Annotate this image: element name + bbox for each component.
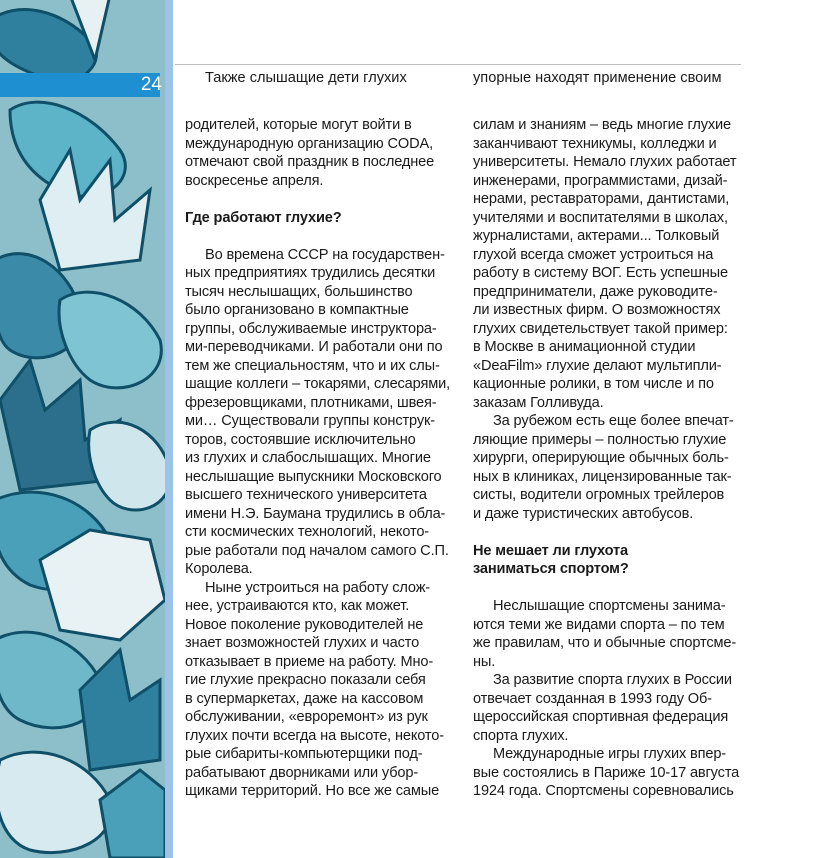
text-line: 1924 года. Спортсмены соревновались xyxy=(473,783,734,799)
paragraph xyxy=(473,671,739,745)
decorative-vertical-bar xyxy=(165,0,173,858)
text-line: фрезеровщиками, плотниками, швея- xyxy=(185,394,437,411)
text-line: отказывает в приеме на работу. Мно- xyxy=(185,653,434,670)
paragraph xyxy=(185,116,450,190)
text-line: За рубежом есть еще более впечат- xyxy=(493,413,734,429)
text-line: нерами, реставраторами, дантистами, xyxy=(473,191,730,207)
text-line: щероссийская спортивная федерация xyxy=(473,709,729,725)
text-line: учителями и воспитателями в школах, xyxy=(473,209,728,226)
text-line: группы, обслуживаемые инструктора- xyxy=(185,320,437,337)
text-line: в Москве в анимационной студии xyxy=(473,339,696,355)
text-line: нее, устраиваются кто, как может. xyxy=(185,598,410,614)
text-line: силам и знаниям – ведь многие глухие xyxy=(473,117,732,133)
text-line: За развитие спорта глухих в России xyxy=(493,672,732,688)
text-line: «DeaFilm» глухие делают мультипли- xyxy=(473,357,722,374)
text-line: в супермаркетах, даже на кассовом xyxy=(185,690,424,707)
text-line: вые состоялись в Париже 10-17 августа xyxy=(473,764,740,781)
text-line: же правилам, что и обычные спортсме- xyxy=(473,635,737,651)
right-column xyxy=(473,116,739,801)
text-line: высшего технического университета xyxy=(185,487,427,503)
text-line: хирурги, оперирующие обычных боль- xyxy=(473,450,729,466)
text-line: Неслышащие спортсмены занима- xyxy=(493,598,726,614)
text-line: заканчивают техникумы, колледжи и xyxy=(473,135,717,152)
text-line: отвечает созданная в 1993 году Об- xyxy=(473,690,712,707)
text-line: кационные ролики, в том числе и по xyxy=(473,376,714,392)
text-line: инженерами, программистами, дизай- xyxy=(473,172,728,189)
text-line: Во времена СССР на государствен- xyxy=(205,246,445,263)
text-line: Новое поколение руководителей не xyxy=(185,616,424,633)
paragraph xyxy=(185,579,450,801)
text-line: международную организацию CODA, xyxy=(185,135,433,152)
text-line: Международные игры глухих впер- xyxy=(493,746,727,762)
text-line: воскресенье апреля. xyxy=(185,172,324,189)
text-line: ных в клиниках, лицензированные так- xyxy=(473,468,732,485)
text-line: ми… Существовали группы конструк- xyxy=(185,413,435,429)
text-line: предприниматели, даже руководите- xyxy=(473,283,718,300)
text-line: заказам Голливуда. xyxy=(473,394,604,411)
section-heading: Где работают глухие? xyxy=(185,209,342,226)
text-line: ляющие примеры – полностью глухие xyxy=(473,431,727,448)
text-line: имени Н.Э. Баумана трудились в обла- xyxy=(185,505,446,522)
text-line: глухой всегда сможет устроиться на xyxy=(473,246,714,263)
paragraph xyxy=(185,246,450,579)
text-line: гие глухие прекрасно показали себя xyxy=(185,672,426,688)
text-line: глухих свидетельствует такой пример: xyxy=(473,320,728,337)
paragraph xyxy=(473,116,739,412)
text-line: отмечают свой праздник в последнее xyxy=(185,154,435,170)
text-line: систы, водители огромных трейлеров xyxy=(473,487,725,503)
text-line: обслуживании, «евроремонт» из рук xyxy=(185,709,428,725)
text-line: ются теми же видами спорта – по тем xyxy=(473,616,725,633)
text-line: Королева. xyxy=(185,561,253,577)
text-line: университеты. Немало глухих работает xyxy=(473,154,737,170)
text-line: тем же специальностям, что и их слы- xyxy=(185,357,440,374)
header-left-line: Также слышащие дети глухих xyxy=(205,70,407,86)
text-line: шащие коллеги – токарями, слесарями, xyxy=(185,376,450,392)
paragraph xyxy=(473,412,739,523)
text-line: сти космических технологий, некото- xyxy=(185,524,430,540)
header-rule xyxy=(175,64,741,65)
paragraph xyxy=(473,745,739,801)
header-right-line: упорные находят применение своим xyxy=(473,70,722,86)
section-heading: заниматься спортом? xyxy=(473,561,629,577)
decorative-hands-illustration xyxy=(0,0,165,858)
text-line: рые работали под началом самого С.П. xyxy=(185,542,449,559)
text-line: щиками территорий. Но все же самые xyxy=(185,783,440,799)
text-line: журналистами, актерами... Толковый xyxy=(473,228,720,244)
text-line: тысяч неслышащих, большинство xyxy=(185,283,413,300)
text-line: родителей, которые могут войти в xyxy=(185,117,412,133)
text-line: неслышащие выпускники Московского xyxy=(185,468,442,485)
text-line: работу в систему ВОГ. Есть успешные xyxy=(473,265,728,281)
text-line: торов, состоявшие исключительно xyxy=(185,431,416,448)
text-line: ных предприятиях трудились десятки xyxy=(185,265,436,281)
section-heading: Не мешает ли глухота xyxy=(473,542,628,559)
text-line: рые сибариты-компьютерщики под- xyxy=(185,746,423,762)
text-line: было организовано в компактные xyxy=(185,302,409,318)
text-line: глухих почти всегда на высоте, некото- xyxy=(185,727,444,744)
text-line: и даже туристических автобусов. xyxy=(473,505,694,522)
text-line: Ныне устроиться на работу слож- xyxy=(205,579,431,596)
text-line: ми-переводчиками. И работали они по xyxy=(185,339,443,355)
text-line: спорта глухих. xyxy=(473,727,569,744)
text-line: ны. xyxy=(473,653,496,670)
text-line: рабатывают дворниками или убор- xyxy=(185,764,419,781)
text-line: знает возможностей глухих и часто xyxy=(185,635,420,651)
left-column xyxy=(185,116,450,801)
page-number: 24 xyxy=(140,74,162,95)
paragraph xyxy=(473,597,739,671)
text-line: из глухих и слабослышащих. Многие xyxy=(185,450,431,466)
text-line: ли известных фирм. О возможностях xyxy=(473,302,721,318)
